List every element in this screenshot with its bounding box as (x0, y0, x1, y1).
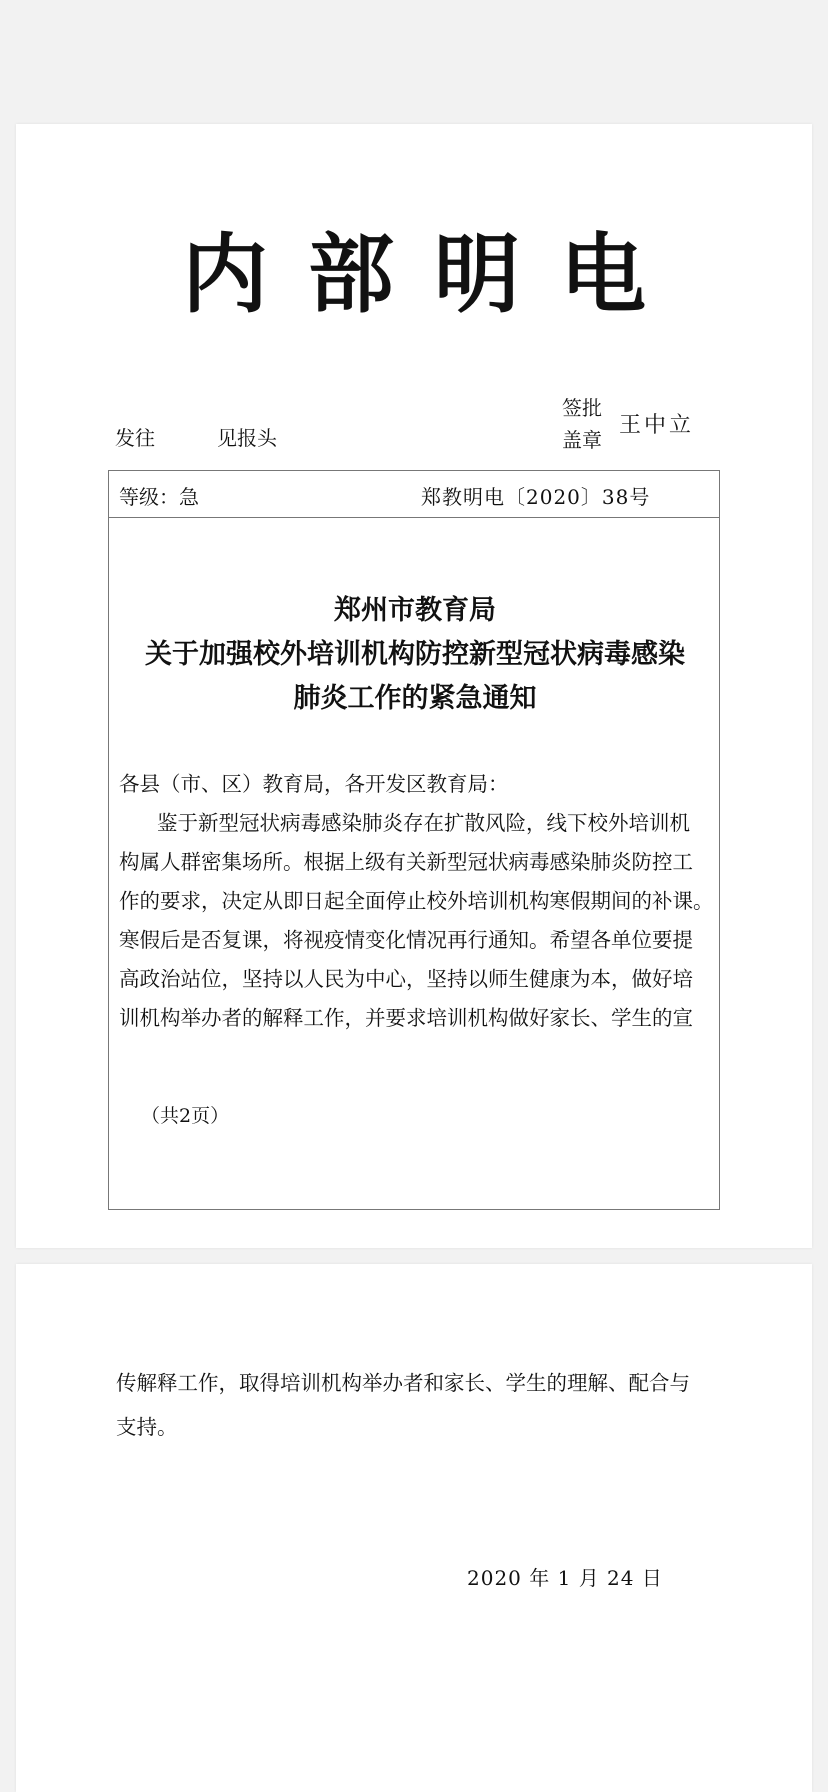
body-line-2: 构属人群密集场所。根据上级有关新型冠状病毒感染肺炎防控工 (119, 850, 693, 874)
signer-name: 王中立 (619, 413, 695, 438)
urgency-grade: 等级：急 (119, 485, 199, 509)
body-line-3: 作的要求，决定从即日起全面停止校外培训机构寒假期间的补课。 (119, 889, 714, 913)
header-divider (109, 517, 719, 518)
salutation: 各县（市、区）教育局，各开发区教育局： (119, 772, 509, 796)
document-number: 郑教明电〔2020〕38号 (421, 485, 651, 509)
seal-label: 盖章 (562, 428, 602, 452)
body-line-continued-2: 支持。 (116, 1415, 178, 1439)
approve-label: 签批 (562, 396, 602, 420)
document-frame (108, 470, 720, 1210)
document-page-2 (16, 1264, 812, 1792)
notice-title-line-2: 关于加强校外培训机构防控新型冠状病毒感染 (145, 639, 685, 670)
body-line-continued-1: 传解释工作，取得培训机构举办者和家长、学生的理解、配合与 (116, 1371, 690, 1395)
send-to-value: 见报头 (217, 426, 277, 450)
body-line-4: 寒假后是否复课，将视疫情变化情况再行通知。希望各单位要提 (119, 928, 693, 952)
body-line-5: 高政治站位，坚持以人民为中心，坚持以师生健康为本，做好培 (119, 967, 693, 991)
send-to-label: 发往 (115, 426, 155, 450)
page-count-note: （共2页） (141, 1105, 230, 1127)
issue-date: 2020 年 1 月 24 日 (467, 1566, 663, 1590)
notice-title-line-1: 郑州市教育局 (334, 595, 496, 626)
body-line-6: 训机构举办者的解释工作，并要求培训机构做好家长、学生的宣 (119, 1006, 693, 1030)
document-header-title: 内部明电 (182, 224, 686, 325)
body-line-1: 鉴于新型冠状病毒感染肺炎存在扩散风险，线下校外培训机 (157, 811, 690, 835)
notice-title-line-3: 肺炎工作的紧急通知 (293, 683, 537, 714)
